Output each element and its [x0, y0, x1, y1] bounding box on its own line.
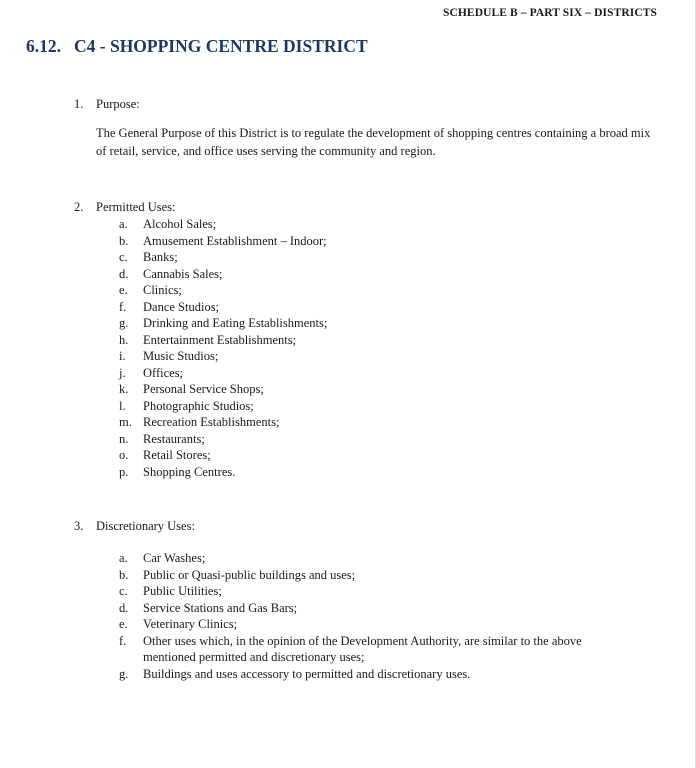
list-item-text: Photographic Studios;	[143, 398, 254, 413]
list-item	[119, 666, 613, 683]
permitted-uses-number: 2.	[74, 200, 84, 214]
list-item-text: Personal Service Shops;	[143, 382, 264, 396]
list-item-letter: b.	[119, 567, 129, 582]
list-item-text: Clinics;	[143, 283, 182, 297]
list-item-text: Entertainment Establishments;	[143, 332, 297, 347]
list-item	[119, 550, 613, 567]
discretionary-uses-block	[74, 517, 654, 682]
list-item	[119, 431, 613, 448]
list-item	[119, 233, 613, 250]
list-item-text: Buildings and uses accessory to permitted and discretionary uses.	[143, 666, 471, 681]
list-item-letter: d.	[119, 266, 129, 281]
list-item-letter: c.	[119, 584, 128, 598]
list-item	[119, 381, 613, 398]
list-item-letter: k.	[119, 382, 129, 396]
list-item	[119, 567, 613, 584]
list-item	[119, 348, 613, 365]
section-heading	[26, 36, 368, 57]
section-title: C4 - SHOPPING CENTRE DISTRICT	[74, 36, 368, 56]
list-item-text: Shopping Centres.	[143, 464, 236, 479]
list-item-letter: a.	[119, 217, 128, 231]
list-item	[119, 633, 613, 666]
list-item-letter: g.	[119, 666, 129, 681]
list-item	[119, 447, 613, 464]
list-item	[119, 249, 613, 266]
list-item	[119, 332, 613, 349]
list-item-text: Car Washes;	[143, 551, 206, 565]
list-item-text: Banks;	[143, 250, 178, 264]
list-item	[119, 583, 613, 600]
list-item-letter: n.	[119, 431, 129, 446]
discretionary-uses-heading	[74, 517, 654, 535]
list-item-text: Public or Quasi-public buildings and uses;	[143, 567, 356, 582]
list-item-letter: p.	[119, 464, 129, 479]
list-item-text: Veterinary Clinics;	[143, 617, 238, 631]
list-item-letter: e.	[119, 283, 128, 297]
list-item-text: Service Stations and Gas Bars;	[143, 600, 298, 615]
purpose-text: The General Purpose of this District is to regulate the development of shopping centres containing a broad mix of retail, service, and office uses serving the community and region.	[96, 126, 651, 158]
discretionary-uses-number: 3.	[74, 519, 84, 533]
permitted-uses-block	[74, 198, 654, 480]
list-item	[119, 616, 613, 633]
list-item-text: Recreation Establishments;	[143, 415, 280, 429]
list-item	[119, 266, 613, 283]
purpose-number: 1.	[74, 97, 84, 111]
list-item-text: Amusement Establishment – Indoor;	[143, 233, 327, 248]
list-item	[119, 282, 613, 299]
discretionary-uses-title: Discretionary Uses:	[96, 519, 195, 533]
list-item-text: Dance Studios;	[143, 299, 220, 314]
list-item-letter: i.	[119, 349, 126, 363]
list-item	[119, 414, 613, 431]
purpose-heading	[74, 95, 654, 113]
list-item	[119, 398, 613, 415]
list-item-letter: e.	[119, 617, 128, 631]
permitted-uses-list	[119, 216, 654, 480]
list-item-letter: g.	[119, 316, 129, 330]
permitted-uses-heading	[74, 198, 654, 216]
list-item-text: Cannabis Sales;	[143, 266, 223, 281]
section-number: 6.12.	[26, 36, 61, 56]
list-item-letter: d.	[119, 600, 129, 615]
list-item-text: Other uses which, in the opinion of the Development Authority, are similar to the above mentioned permitted and discretionary uses;	[143, 633, 582, 664]
purpose-title: Purpose:	[96, 97, 140, 111]
list-item-letter: f.	[119, 299, 127, 314]
list-item-letter: c.	[119, 250, 128, 264]
list-item-text: Drinking and Eating Establishments;	[143, 316, 328, 330]
list-item	[119, 600, 613, 617]
list-item-letter: o.	[119, 448, 129, 462]
list-item-letter: b.	[119, 233, 129, 248]
list-item	[119, 315, 613, 332]
discretionary-uses-list	[119, 550, 654, 682]
running-header: SCHEDULE B – PART SIX – DISTRICTS	[442, 7, 657, 19]
list-item-text: Music Studios;	[143, 349, 219, 363]
list-item	[119, 216, 613, 233]
list-item-letter: f.	[119, 633, 127, 648]
purpose-block	[74, 95, 654, 160]
list-item	[119, 365, 613, 382]
list-item-letter: a.	[119, 551, 128, 565]
list-item-text: Restaurants;	[143, 431, 205, 446]
list-item-letter: l.	[119, 398, 126, 413]
list-item-text: Retail Stores;	[143, 448, 211, 462]
list-item	[119, 464, 613, 481]
list-item-letter: m.	[119, 415, 132, 429]
list-item-text: Alcohol Sales;	[143, 217, 217, 231]
list-item-letter: j.	[119, 365, 126, 380]
list-item-letter: h.	[119, 332, 129, 347]
list-item-text: Offices;	[143, 365, 184, 380]
list-item	[119, 299, 613, 316]
permitted-uses-title: Permitted Uses:	[96, 200, 176, 214]
list-item-text: Public Utilities;	[143, 584, 222, 598]
